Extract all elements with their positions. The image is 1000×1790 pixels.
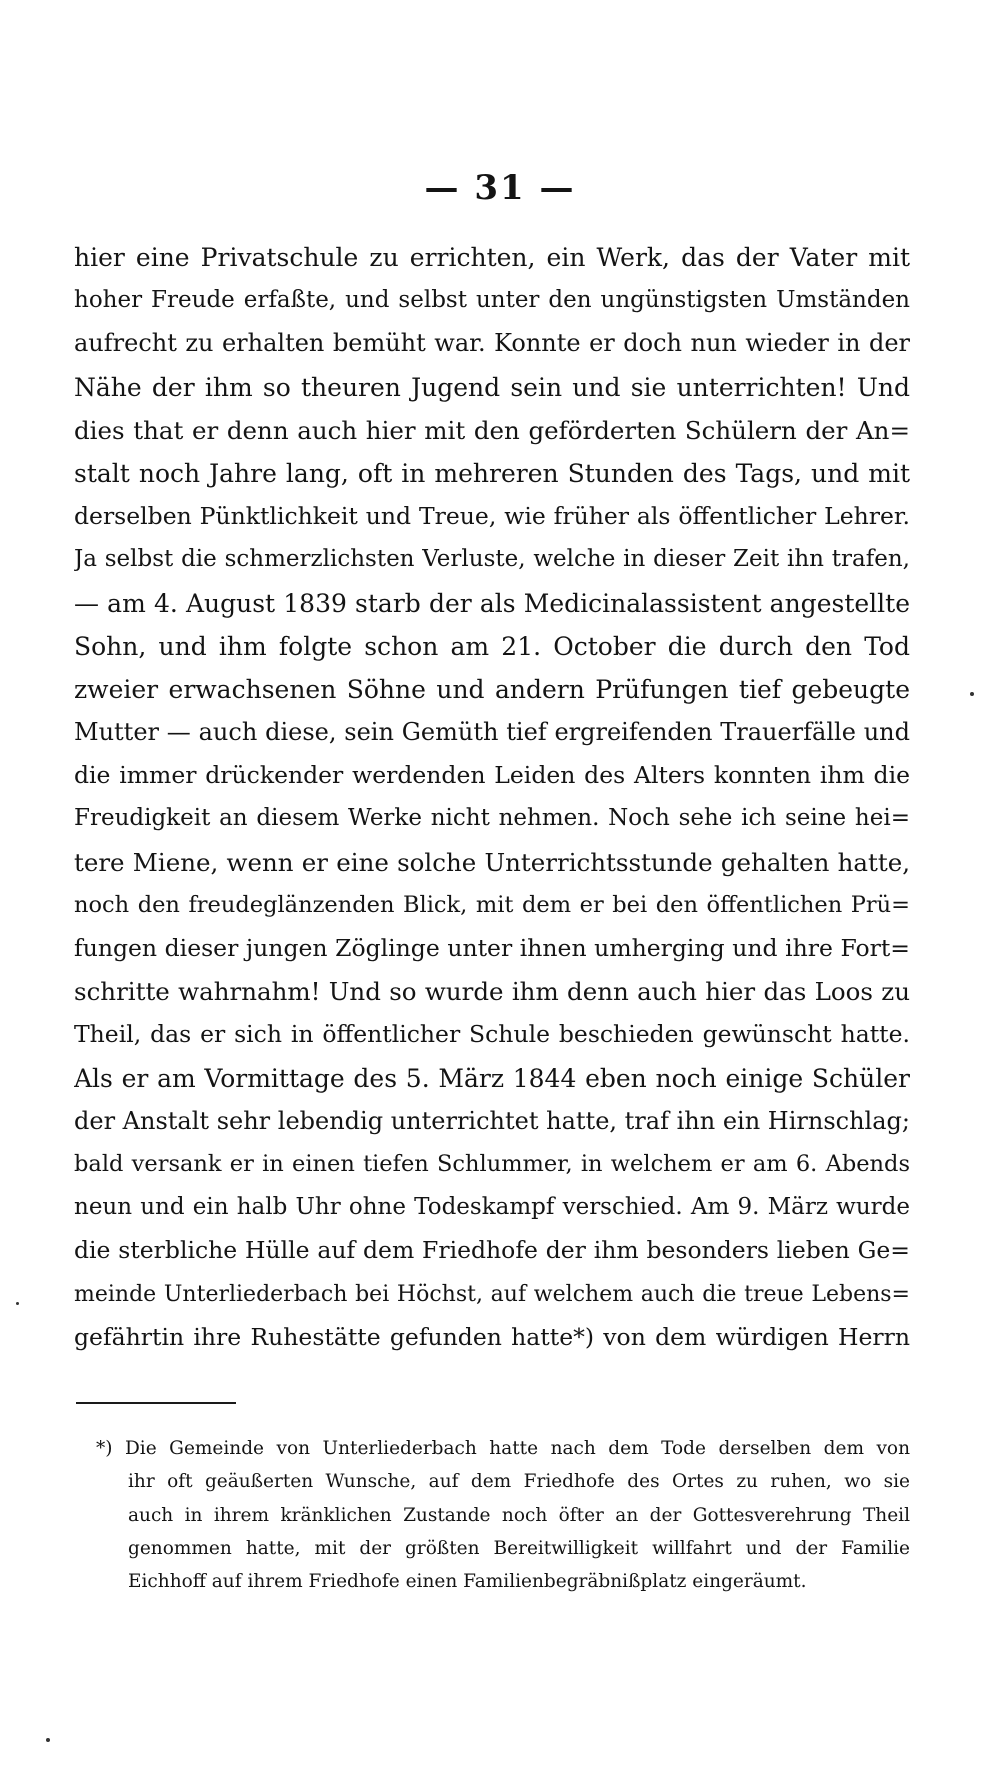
footnote-separator: [76, 1402, 236, 1404]
body-line: tere Miene, wenn er eine solche Unterrichtsstunde gehalten hatte,: [74, 847, 910, 877]
body-line: derselben Pünktlichkeit und Treue, wie früher als öffentlicher Lehrer.: [74, 502, 910, 531]
footnote: [96, 1432, 910, 1598]
body-line: Ja selbst die schmerzlichsten Verluste, welche in dieser Zeit ihn trafen,: [74, 546, 910, 573]
scan-speck: [970, 692, 974, 696]
body-line: Nähe der ihm so theuren Jugend sein und sie unterrichten! Und: [74, 372, 910, 402]
footnote-line: *) Die Gemeinde von Unterliederbach hatte nach dem Tode derselben dem von: [96, 1438, 910, 1459]
body-line: die immer drückender werdenden Leiden des Alters konnten ihm die: [74, 761, 910, 790]
body-line: aufrecht zu erhalten bemüht war. Konnte er doch nun wieder in der: [74, 329, 910, 358]
body-line: fungen dieser jungen Zöglinge unter ihnen umherging und ihre Fort=: [74, 934, 910, 962]
body-line: stalt noch Jahre lang, oft in mehreren Stunden des Tags, und mit: [74, 458, 910, 488]
body-line: hoher Freude erfaßte, und selbst unter den ungünstigsten Umständen: [74, 287, 910, 314]
body-line: Mutter — auch diese, sein Gemüth tief ergreifenden Trauerfälle und: [74, 718, 910, 747]
body-line: Freudigkeit an diesem Werke nicht nehmen. Noch sehe ich seine hei=: [74, 805, 910, 832]
page-number: — 31 —: [424, 168, 576, 208]
body-line: dies that er denn auch hier mit den geförderten Schülern der An=: [74, 415, 910, 445]
body-line: Sohn, und ihm folgte schon am 21. October die durch den Tod: [74, 631, 910, 661]
body-line: — am 4. August 1839 starb der als Medicinalassistent angestellte: [74, 588, 910, 618]
footnote-line: Eichhoff auf ihrem Friedhofe einen Familienbegräbnißplatz eingeräumt.: [128, 1571, 807, 1593]
body-line: hier eine Privatschule zu errichten, ein Werk, das der Vater mit: [74, 243, 910, 272]
body-line: bald versank er in einen tiefen Schlummer, in welchem er am 6. Abends: [74, 1150, 910, 1177]
body-line: neun und ein halb Uhr ohne Todeskampf verschied. Am 9. März wurde: [74, 1194, 910, 1221]
scan-speck: [46, 1738, 50, 1742]
footnote-line: auch in ihrem kränklichen Zustande noch öfter an der Gottesverehrung Theil: [128, 1504, 910, 1526]
body-line: Als er am Vormittage des 5. März 1844 eben noch einige Schüler: [74, 1063, 910, 1093]
body-line: gefährtin ihre Ruhestätte gefunden hatte*) von dem würdigen Herrn: [74, 1322, 910, 1351]
body-line: noch den freudeglänzenden Blick, mit dem er bei den öffentlichen Prü=: [74, 891, 910, 918]
footnote-line: genommen hatte, mit der größten Bereitwilligkeit willfahrt und der Familie: [128, 1537, 910, 1559]
footnote-line: ihr oft geäußerten Wunsche, auf dem Friedhofe des Ortes zu ruhen, wo sie: [128, 1471, 910, 1493]
scan-speck: [16, 1302, 19, 1305]
body-line: die sterbliche Hülle auf dem Friedhofe der ihm besonders lieben Ge=: [74, 1236, 910, 1265]
body-line: schritte wahrnahm! Und so wurde ihm denn auch hier das Loos zu: [74, 977, 910, 1007]
body-text: [74, 236, 910, 1359]
body-line: zweier erwachsenen Söhne und andern Prüfungen tief gebeugte: [74, 674, 910, 704]
body-line: der Anstalt sehr lebendig unterrichtet hatte, traf ihn ein Hirnschlag;: [74, 1106, 910, 1135]
body-line: meinde Unterliederbach bei Höchst, auf welchem auch die treue Lebens=: [74, 1281, 910, 1307]
body-line: Theil, das er sich in öffentlicher Schule beschieden gewünscht hatte.: [74, 1020, 910, 1049]
